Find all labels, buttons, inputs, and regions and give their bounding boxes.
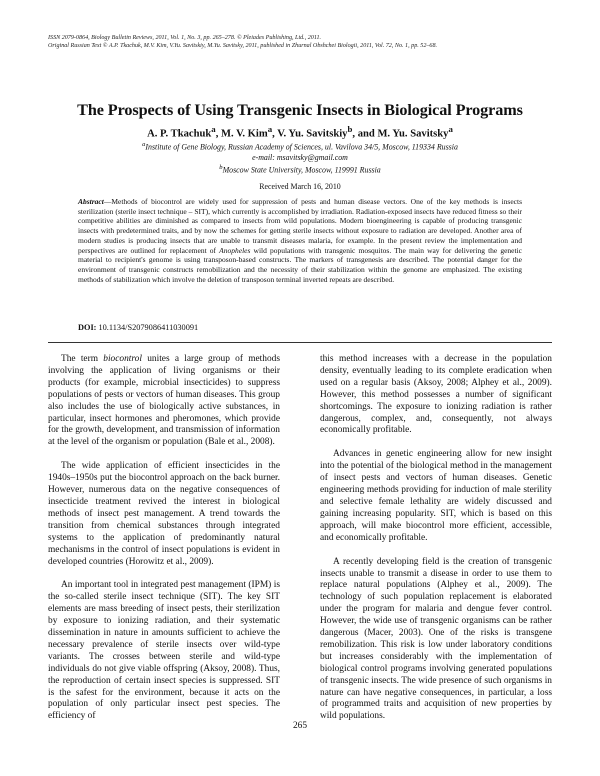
author-3-affil: b — [347, 124, 353, 134]
affiliation-b-text: Moscow State University, Moscow, 119991 Russia — [222, 166, 381, 176]
body-column-left — [48, 354, 280, 723]
body-column-right — [320, 354, 552, 723]
author-3: V. Yu. Savitskiy — [277, 128, 348, 140]
journal-header-line2: Original Russian Text © A.P. Tkachuk, M.V. Kim, V.Yu. Savitskiy, M.Yu. Savitsky, 2011, published in Zhurnal Obshchei Biologii, 2011, Vol. 72, No. 1, pp. 52–68. — [48, 43, 438, 50]
journal-header-line1: ISSN 2079-0864, Biology Bulletin Reviews, 2011, Vol. 1, No. 3, pp. 265–278. © Pleiades Publishing, Ltd., 2011. — [48, 35, 322, 41]
abstract-text-2: wild populations with transgenic mosquitos. The main way for delivering the genetic material to recipient's genome is using transposon-based constructs. The markers of transgenesis are described. The potential danger for the environment of transgenic constructs remobilization and the necessity of their stabilization within the genome are emphasized. The existing methods of stabilization which involve the deletion of transposon terminal inverted repeats are described. — [78, 245, 522, 284]
author-2: M. V. Kim — [220, 128, 268, 140]
paragraph — [48, 354, 280, 449]
affiliation-a-text: Institute of Gene Biology, Russian Academy of Sciences, ul. Vavilova 34/5, Moscow, 119334 Russia — [145, 142, 458, 152]
author-list — [36, 124, 564, 140]
paragraph-text: unites a large group of methods involving the application of living organisms or their products (for example, microbial insecticides) to suppress populations of pests or vectors of human diseases. This group also includes the use of biologically active substances, in particular, insect hormones and pheromones, which provide for the growth, development, and transmission of information at the level of the organism or population (Bale et al., 2008). — [48, 354, 280, 448]
paragraph: A recently developing field is the creation of transgenic insects unable to transmit a disease in order to use them to replace natural populations (Alphey et al., 2009). The technology of such population replacement is elaborated under the program for malaria and dengue fever control. However, the wide use of transgenic organisms can be rather dangerous (Macer, 2003). One of the risks is transgene remobilization. This risk is low under laboratory conditions but increases considerably with the implementation of biological control programs involving generated populations of transgenic insects. The wide presence of such organisms in nature can have negative consequences, in particular, a loss of programmed traits and acquisition of new properties by wild populations. — [320, 556, 552, 722]
paragraph: this method increases with a decrease in the population density, eventually leading to its complete eradication when used on a regular basis (Aksoy, 2008; Alphey et al., 2009). However, this method possesses a number of significant shortcomings. The exposure to ionizing radiation is rather dangerous, complex, and, consequently, not always economically profitable. — [320, 354, 552, 436]
paragraph-text: The term — [61, 354, 104, 364]
section-divider — [48, 342, 552, 343]
abstract-text-1: —Methods of biocontrol are widely used for suppression of pests and human disease vectors. One of the key methods is insects sterilization (sterile insect technique – SIT), which currently is accomplished by irradiation. Radiation-exposed insects have reduced fitness so their competitive abilities are diminished as compared to insects from wild populations. Modern bioengineering is capable of producing transgenic insects with predetermined traits, and by now the schemes for getting sterile insects without exposure to radiation are developed. Another area of modern studies is producing insects that are unable to transmit diseases malaria, for example. In the present review the implementation and perspectives are outlined for replacement of — [78, 197, 522, 255]
doi-value: 10.1134/S2079086411030091 — [96, 323, 199, 332]
abstract-genus: Anopheles — [219, 245, 251, 255]
author-1: A. P. Tkachuk — [147, 128, 212, 140]
contact-email: e-mail: msavitsky@gmail.com — [252, 153, 348, 163]
page-number: 265 — [292, 721, 308, 731]
author-4: M. Yu. Savitsky — [377, 128, 449, 140]
author-separator: , — [272, 128, 278, 140]
author-4-affil: a — [448, 124, 453, 134]
affiliation-a-marker: a — [142, 141, 146, 148]
author-separator: , and — [352, 128, 378, 140]
term-biocontrol: biocontrol — [103, 354, 142, 364]
author-2-affil: a — [267, 124, 273, 134]
abstract-label: Abstract — [78, 197, 104, 206]
doi-label: DOI: — [78, 323, 97, 332]
author-1-affil: a — [211, 124, 216, 134]
paragraph: Advances in genetic engineering allow for new insight into the potential of the biological method in the management of insect pests and vectors of human diseases. Genetic engineering methods providing for induction of male sterility and selective female lethality are widely discussed and gaining increasing popularity. SIT, which is based on this approach, will make biocontrol more efficient, accessible, and economically profitable. — [320, 449, 552, 543]
affiliation-b-marker: b — [219, 164, 223, 172]
abstract — [78, 197, 522, 284]
journal-header — [48, 34, 568, 51]
affiliations — [36, 140, 564, 176]
author-separator: , — [215, 128, 221, 140]
received-date: Received March 16, 2010 — [259, 182, 341, 191]
affiliation-a — [36, 140, 564, 153]
article-title: The Prospects of Using Transgenic Insects in Biological Programs — [77, 101, 523, 119]
doi — [78, 323, 198, 332]
paragraph: An important tool in integrated pest management (IPM) is the so-called sterile insect technique (SIT). The key SIT elements are mass breeding of insect pests, their sterilization by exposure to ionizing radiation, and their systematic dissemination in nature in amounts sufficient to achieve the necessary prevalence of sterile insects over wild-type variants. The crosses between sterile and wild-type individuals do not give viable offspring (Aksoy, 2008). Thus, the reproduction of certain insect species is suppressed. SIT is the safest for the environment, because it acts on the population of only particular insect pest species. The efficiency of — [48, 580, 280, 722]
paragraph: The wide application of efficient insecticides in the 1940s–1950s put the biocontrol approach on the back burner. However, numerous data on the negative consequences of insecticide treatment revived the interest in biological methods of insect pest management. A trend towards the transition from chemical substances through integrated systems to the application of predominantly natural mechanisms in the control of insect populations is evident in developed countries (Horowitz et al., 2009). — [48, 461, 280, 567]
affiliation-b — [36, 163, 564, 176]
